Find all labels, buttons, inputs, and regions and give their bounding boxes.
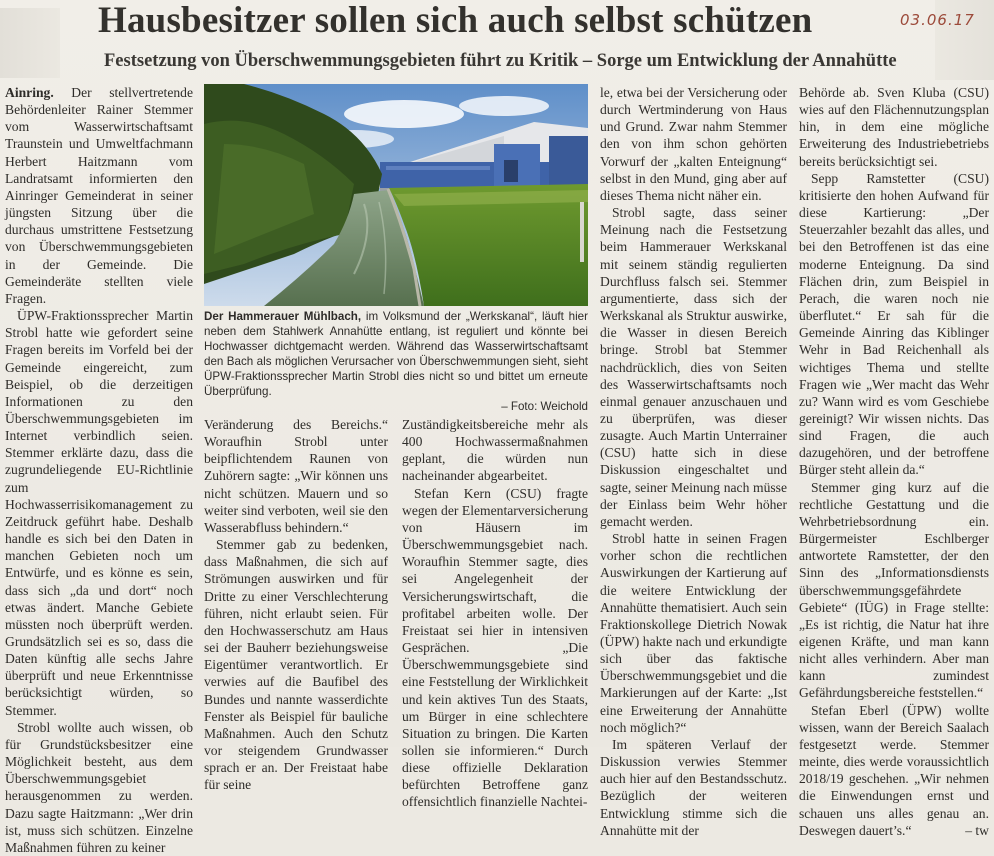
article-paragraph: Strobl wollte auch wissen, ob für Grundstücksbesitzer eine Möglichkeit besteht, aus dem Überschwemmungsgebiet herausgenommen zu werden. Dazu sagte Haitzmann: „Wer drin ist, muss sich schützen. Einzelne Maßnahmen führen zu keiner xyxy=(5,719,193,855)
article-paragraph: le, etwa bei der Versicherung oder durch Wertminderung von Haus und Grund. Zwar nahm Stemmer den von ihm schon gehörten Vorwurf der „kalten Enteignung“ selbst in den Mund, ging aber auf dieses Thema nicht näher ein. xyxy=(600,85,787,203)
article-paragraph: Strobl hatte in seinen Fragen vorher schon die rechtlichen Auswirkungen der Kartierung auf die weitere Entwicklung der Annahütte thematisiert. Auch sein Fraktionskollege Dietrich Nowak (ÜPW) hakte nach und erkundigte sich über das faktische Überschwemmungsgebiet und die Markierungen auf der Karte: „Ist eine Erweiterung der Annahütte noch möglich?“ xyxy=(600,531,787,735)
article-paragraph: Sepp Ramstetter (CSU) kritisierte den hohen Aufwand für diese Kartierung: „Der Steuerzahler bezahlt das alles, und bei den Betroffenen ist das eine moderne Enteignung. Da sind Flächen drin, zum Beispiel in Perach, die waren noch nie überflutet.“ Er sah für die Gemeinde Ainring das Kiblinger Wehr in Bad Reichenhall als wichtiges Thema und stellte Fragen wie „Wer macht das Wehr zu? Wann wird es vom Geschiebe gereinigt? Wir wissen nichts. Das sind Fragen, die auch dazugehören, und der betroffene Bürger steht allein da.“ xyxy=(799,170,989,478)
paragraph-text: Stefan Eberl (ÜPW) wollte wissen, wann der Bereich Saalach festgesetzt werde. Stemmer meinte, dies werde voraussichtlich 2018/19 geschehen. „Wir nehmen die Einwendungen ernst und schauen uns alles genau an. Deswegen dauert’s.“ xyxy=(799,702,989,838)
article-paragraph: ÜPW-Fraktionssprecher Martin Strobl hatte wie gefordert seine Fragen bereits im Vorfeld bei der Gemeinde eingereicht, zum Beispiel, ob die derzeitigen Informationen zu den Überschwemmungsgebieten im Internet verbindlich seien. Stemmer erklärte dazu, dass die zugrundeliegende EU-Richtlinie zum Hochwasserrisikomanagement zu Zeitdruck geführt habe. Deshalb handle es sich bei den Daten in manchen Gebieten noch um Entwürfe, und es könne es sein, dass sich „da und dort“ noch etwas ändert. Manche Gebiete müssten noch überprüft werden. Grundsätzlich sei es so, dass die Daten künftig alle sechs Jahre überprüft und neue Erkenntnisse berücksichtigt würden, so Stemmer. xyxy=(5,308,193,718)
article-column-3 xyxy=(402,416,588,810)
article-column-1 xyxy=(5,84,193,855)
photo-credit: – Foto: Weichold xyxy=(501,400,588,413)
article-paragraph xyxy=(5,84,193,307)
article-paragraph: Stefan Kern (CSU) fragte wegen der Elementarversicherung von Häusern im Überschwemmungsgebiet nach. Woraufhin Stemmer sagte, dies sei Angelegenheit der Versicherungswirtschaft, die profitabel arbeiten wolle. Der Freistaat sei hier in intensiven Gesprächen. „Die Überschwemmungsgebiete sind eine Feststellung der Wirklichkeit und kein aktives Tun des Staats, um Bürger in eine schlechtere Situation zu bringen. Die Karten sollen sie informieren.“ Durch diese offizielle Deklaration befürchten Betroffene ganz offensichtlich finanzielle Nachtei- xyxy=(402,485,588,810)
article-paragraph xyxy=(799,702,989,839)
article-column-5 xyxy=(799,84,989,838)
article-paragraph: Stemmer ging kurz auf die rechtliche Gestattung und die Wehrbetriebsordnung ein. Bürgermeister Eschlberger antwortete Ramstetter, der den Sinn des „Informationsdiensts überschwemmungsgefährdete Gebiete“ (IÜG) in Frage stellte: „Es ist richtig, die Natur hat ihre eigenen Kräfte, und man kann nicht alles verhindern. Aber man kann zumindest Gefährdungsbereiche feststellen.“ xyxy=(799,479,989,701)
article-column-4 xyxy=(600,84,787,838)
photo-canal-steelworks xyxy=(204,84,588,306)
photo-caption xyxy=(204,309,588,414)
dateline: Ainring. xyxy=(5,85,54,100)
article-paragraph: Strobl sagte, dass seiner Meinung nach die Festsetzung beim Hammerauer Werkskanal mit seinem ständig regulierten Durchfluss falsch sei. Stemmer argumentierte, dass sich der Werkskanal als Struktur auswirke, die Wasser in diesen Bereich bringe. Strobl bat Stemmer nachdrücklich, dies von Seiten des Wasserwirtschaftsamts noch einmal genauer anzuschauen und zu überprüfen, was dieser zusagte. Auch Martin Unterrainer (CSU) hatte sich in diese Diskussion eingeschaltet und sagte, seiner Meinung nach müsse der Einlass beim Wehr höher gemacht werden. xyxy=(600,205,787,529)
article-paragraph: Zuständigkeitsbereiche mehr als 400 Hochwassermaßnahmen geplant, die würden nun nacheinander abgearbeitet. xyxy=(402,417,588,484)
article-paragraph: Behörde ab. Sven Kluba (CSU) wies auf den Flächennutzungsplan hin, in dem eine mögliche Erweiterung des Industriebetriebs bereits berücksichtigt sei. xyxy=(799,85,989,169)
article-paragraph: Im späteren Verlauf der Diskussion verwies Stemmer auch hier auf den Bestandsschutz. Bezüglich der weiteren Entwicklung stimme sich die Annahütte mit der xyxy=(600,736,787,838)
bleed-through-left xyxy=(0,8,60,78)
handwritten-date: 03.06.17 xyxy=(900,11,975,29)
paragraph-text: Der stellvertretende Behördenleiter Rainer Stemmer vom Wasserwirtschaftsamt Traunstein und Umweltfachmann Herbert Haitzmann vom Landratsamt informierten den Ainringer Gemeinderat in seiner jüngsten Sitzung über die durchaus umstrittene Festsetzung von Überschwemmungsgebieten in der Gemeinde. Die Gemeinderäte stellten viele Fragen. xyxy=(5,85,193,306)
article-column-2 xyxy=(204,416,388,793)
caption-lead: Der Hammerauer Mühlbach, xyxy=(204,310,362,323)
article-paragraph: Veränderung des Bereichs.“ Woraufhin Strobl unter beipflichtendem Raunen von Zuhörern sagte: „Wir können uns nicht schützen. Mauern und so weiter sind verboten, weil sie den Wasserabfluss behindern.“ xyxy=(204,417,388,535)
article-photo xyxy=(204,84,588,306)
article-paragraph: Stemmer gab zu bedenken, dass Maßnahmen, die sich auf Strömungen auswirken und für Dritte zu einer Verschlechterung führen, nicht erlaubt seien. Für den Hochwasserschutz am Haus sei der Bauherr beziehungsweise Eigentümer verantwortlich. Er verwies auf die Baufibel des Bundes und nannte wasserdichte Fenster als Beispiel für bauliche Maßnahmen. Auch den Schutz vor steigendem Grundwasser sprach er an. Der Freistaat habe für seine xyxy=(204,537,388,793)
author-signature: – tw xyxy=(965,822,989,838)
caption-text: im Volksmund der „Werkskanal“, läuft hier neben dem Stahlwerk Annahütte entlang, ist reguliert und könnte bei Hochwasser dichtgemacht werden. Während das Wasserwirtschaftsamt den Bach als möglichen Verursacher von Überschwemmungen sieht, sieht ÜPW-Fraktionssprecher Martin Strobl dies nicht so und bittet um erneute Überprüfung. xyxy=(204,310,588,398)
headline: Hausbesitzer sollen sich auch selbst schützen xyxy=(98,0,813,41)
subheadline: Festsetzung von Überschwemmungsgebieten führt zu Kritik – Sorge um Entwicklung der Annahütte xyxy=(104,51,897,71)
